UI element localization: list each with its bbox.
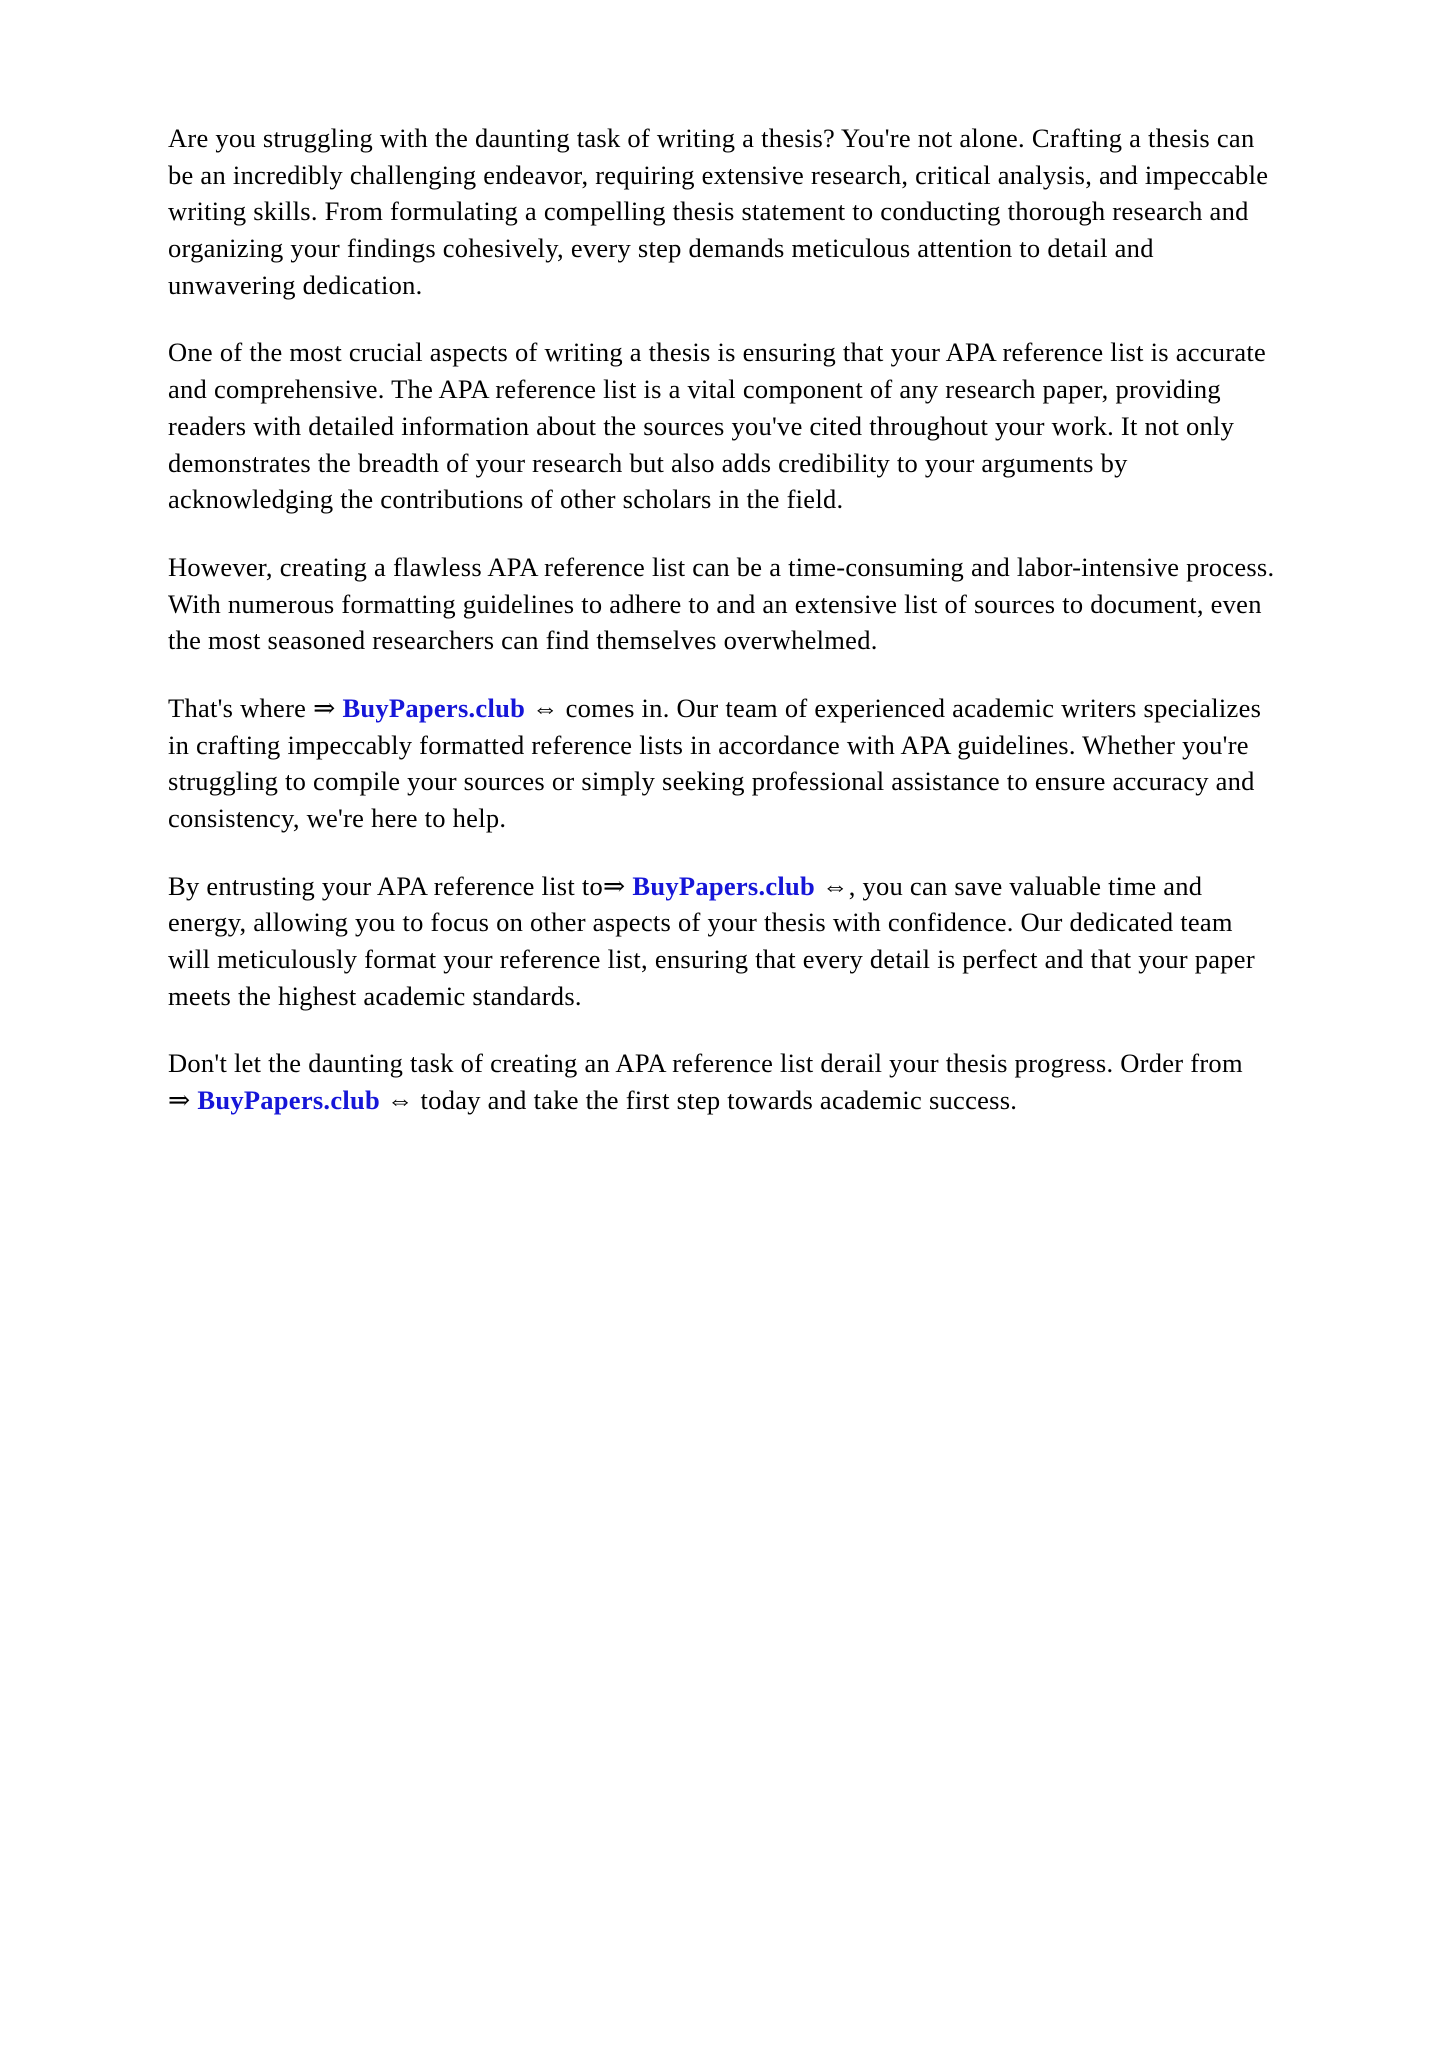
paragraph-text-after: today and take the first step towards academic success.: [413, 1085, 1018, 1116]
paragraph-benefits: [168, 868, 1278, 1015]
arrow-left-right-icon: ⇔: [531, 692, 559, 723]
paragraph-text: One of the most crucial aspects of writing a thesis is ensuring that your APA reference list is accurate and comprehensive. The APA reference list is a vital component of any research paper, providing readers with detailed information about the sources you've cited throughout your work. It not only demonstrates the breadth of your research but also adds credibility to your arguments by acknowledging the contributions of other scholars in the field.: [168, 337, 1267, 515]
paragraph-text-after: comes in. Our team of experienced academic writers specializes in crafting impeccably formatted reference lists in accordance with APA guidelines. Whether you're struggling to compile your sources or simply seeking professional assistance to ensure accuracy and consistency, we're here to help.: [168, 692, 1262, 833]
paragraph-text: However, creating a flawless APA reference list can be a time-consuming and labor-intensive process. With numerous formatting guidelines to adhere to and an extensive list of sources to document, even the most seasoned researchers can find themselves overwhelmed.: [168, 551, 1275, 656]
buypapers-link[interactable]: BuyPapers.club: [342, 692, 526, 723]
arrow-right-icon: ⇒: [168, 1085, 191, 1116]
paragraph-text: Are you struggling with the daunting task of writing a thesis? You're not alone. Crafting a thesis can be an incredibly challenging endeavor, requiring extensive research, critical analysis, and impeccable writing skills. From formulating a compelling thesis statement to conducting thorough research and organizing your findings cohesively, every step demands meticulous attention to detail and unwavering dedication.: [168, 123, 1269, 300]
paragraph-text-before: Don't let the daunting task of creating an APA reference list derail your thesis progress. Order from: [168, 1048, 1243, 1079]
buypapers-link[interactable]: BuyPapers.club: [632, 870, 816, 901]
paragraph-apa-importance: [168, 334, 1278, 517]
arrow-left-right-icon: ⇔: [821, 870, 849, 901]
paragraph-service-intro: [168, 690, 1278, 837]
paragraph-text-before: By entrusting your APA reference list to: [168, 870, 604, 901]
arrow-left-right-icon: ⇔: [386, 1085, 414, 1116]
paragraph-intro: [168, 120, 1278, 303]
paragraph-text-before: That's where: [168, 692, 314, 723]
paragraph-call-to-action: [168, 1045, 1278, 1118]
arrow-right-icon: ⇒: [603, 870, 626, 901]
arrow-right-icon: ⇒: [313, 692, 336, 723]
paragraph-text-after: , you can save valuable time and energy, allowing you to focus on other aspects of your thesis with confidence. Our dedicated team will meticulously format your reference list, ensuring that every detail is perfect and that your paper meets the highest academic standards.: [168, 870, 1255, 1011]
document-body: [168, 120, 1278, 1119]
paragraph-challenges: [168, 549, 1278, 659]
buypapers-link[interactable]: BuyPapers.club: [197, 1085, 380, 1116]
